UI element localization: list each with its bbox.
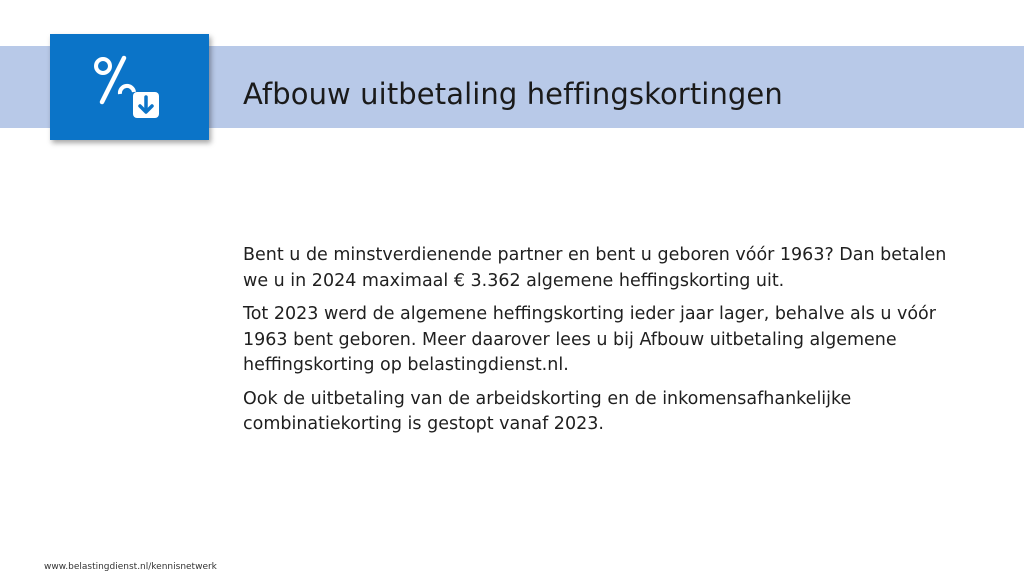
paragraph-3: Ook de uitbetaling van de arbeidskorting en de inkomensafhankelijke combinatiekorting is gestopt vanaf 2023. bbox=[243, 388, 852, 434]
page-title: Afbouw uitbetaling heffingskortingen bbox=[243, 77, 783, 111]
paragraph-1: Bent u de minstverdienende partner en bent u geboren vóór 1963? Dan betalen we u in 2024 maximaal € 3.362 algemene heffingskorting uit. bbox=[243, 245, 947, 291]
footer-url: www.belastingdienst.nl/kennisnetwerk bbox=[44, 562, 217, 572]
percent-download-icon bbox=[90, 52, 170, 122]
content-body bbox=[243, 243, 973, 446]
paragraph-2: Tot 2023 werd de algemene heffingskorting ieder jaar lager, behalve als u vóór 1963 bent geboren. Meer daarover lees u bij Afbouw uitbetaling algemene heffingskorting op belastingdienst.nl. bbox=[243, 304, 936, 375]
icon-tile bbox=[50, 34, 209, 140]
